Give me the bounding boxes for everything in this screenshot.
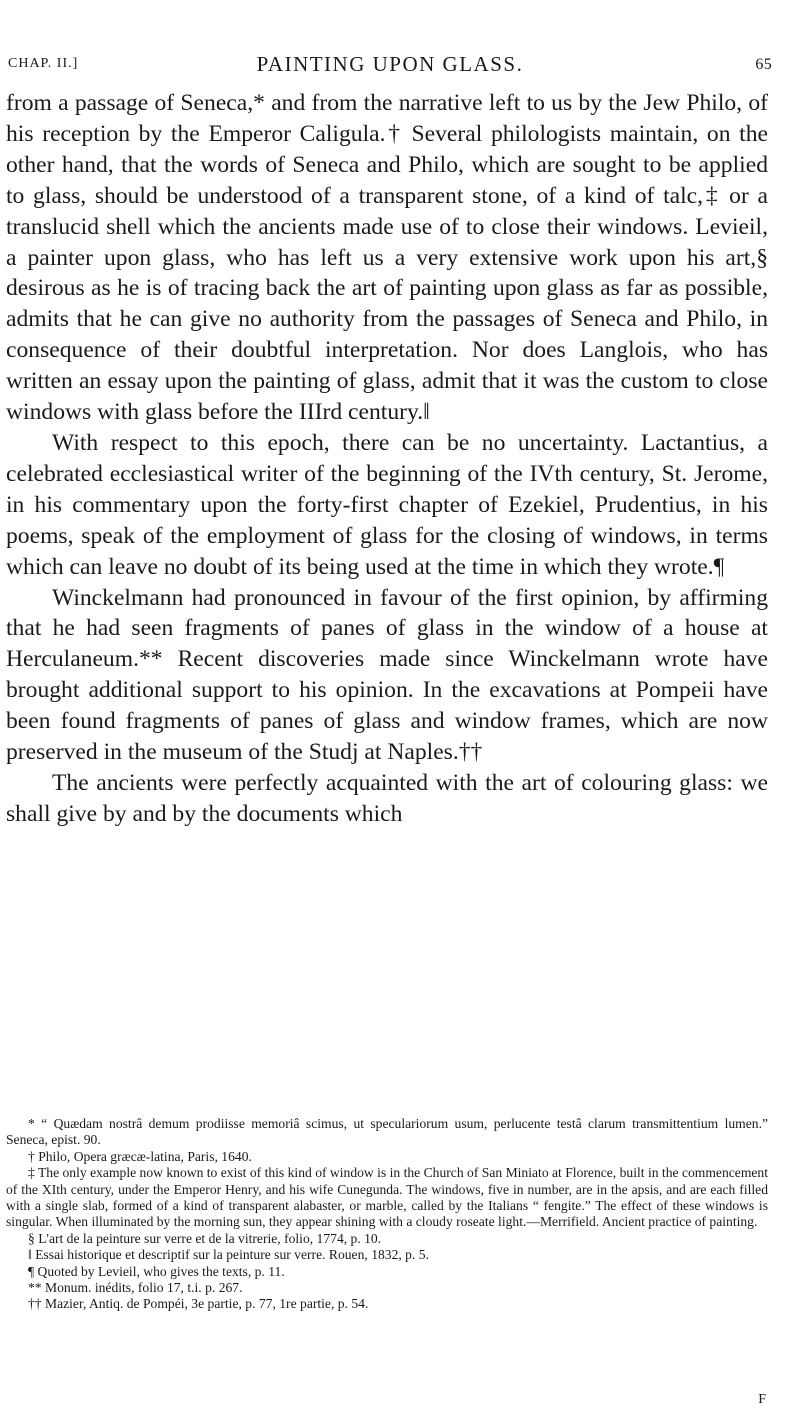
footnote: § L'art de la peinture sur verre et de la vitrerie, folio, 1774, p. 10. [28,1230,382,1246]
footnote: ‖ Essai historique et descriptif sur la peinture sur verre. Rouen, 1832, p. 5. [28,1247,429,1263]
footnote: ** Monum. inédits, folio 17, t.i. p. 267. [28,1280,243,1296]
footnotes [6,1116,768,1313]
footnote: ‡ The only example now known to exist of this kind of window is in the Church of San Miniato at Florence, built in the commencement of the XIth century, under the Emperor Henry, and his wife Cunegunda. The windows, five in number, are in the apsis, and are each filled with a single slab, formed of a kind of transparent alabaster, or marble, called by the Italians “ fengite.” The effect of these windows is singular. When illuminated by the morning sun, they appear shining with a cloudy roseate light.—Merrifield. Ancient practice of painting. [6,1165,768,1230]
body-text [6,88,768,830]
running-head [8,52,772,80]
footnote: † Philo, Opera græcæ-latina, Paris, 1640. [28,1148,252,1164]
paragraph: Winckelmann had pronounced in favour of the first opinion, by affirming that he had seen fragments of panes of glass in the window of a house at Herculaneum.** Recent discoveries made since Winckelmann wrote have brought additional support to his opinion. In the excavations at Pompeii have been found fragments of panes of glass and window frames, which are now preserved in the museum of the Studj at Naples.†† [6,584,768,766]
footnote: ¶ Quoted by Levieil, who gives the texts, p. 11. [28,1263,285,1279]
signature-mark: F [758,1392,766,1407]
footnote: †† Mazier, Antiq. de Pompéi, 3e partie, p. 77, 1re partie, p. 54. [28,1296,369,1312]
running-title: PAINTING UPON GLASS. [256,52,524,76]
footnote: * “ Quædam nostrâ demum prodiisse memoriâ scimus, ut speculariorum usum, perlucente testâ clarum transmittentium lumen.” Seneca, epist. 90. [6,1116,768,1148]
page-number: 65 [755,56,772,73]
chapter-label: CHAP. II.] [8,56,79,71]
paragraph: With respect to this epoch, there can be no uncertainty. Lactantius, a celebrated ecclesiastical writer of the beginning of the IVth century, St. Jerome, in his commentary upon the forty-first chapter of Ezekiel, Prudentius, in his poems, speak of the employment of glass for the closing of windows, in terms which can leave no doubt of its being used at the time in which they wrote.¶ [6,429,768,580]
paragraph: from a passage of Seneca,* and from the narrative left to us by the Jew Philo, of his reception by the Emperor Caligula.† Several philologists maintain, on the other hand, that the words of Seneca and Philo, which are sought to be applied to glass, should be understood of a transparent stone, of a kind of talc,‡ or a translucid shell which the ancients made use of to close their windows. Levieil, a painter upon glass, who has left us a very extensive work upon his art,§ desirous as he is of tracing back the art of painting upon glass as far as possible, admits that he can give no authority from the passages of Seneca and Philo, in consequence of their doubtful interpretation. Nor does Langlois, who has written an essay upon the painting of glass, admit that it was the custom to close windows with glass before the IIIrd century.‖ [6,90,768,426]
paragraph: The ancients were perfectly acquainted with the art of colouring glass: we shall give by and by the documents which [6,769,768,827]
